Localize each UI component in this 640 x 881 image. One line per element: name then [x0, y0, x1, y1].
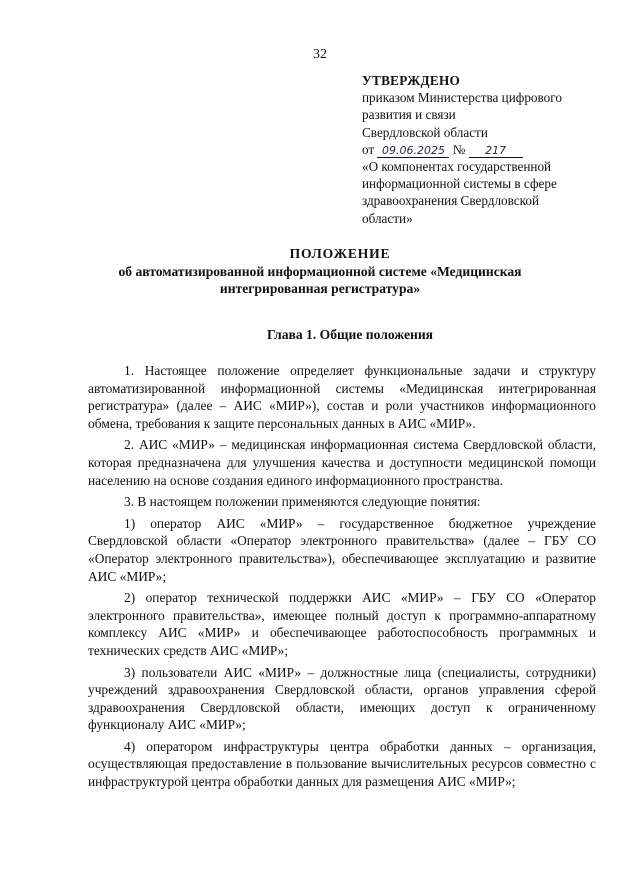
number-prefix: №	[452, 141, 466, 157]
document-title	[0, 245, 640, 298]
definition-4: 4) оператором инфраструктуры центра обработки данных – организация, осуществляющая предоставление в пользование вычислительных ресурсов совместно с инфраструктурой центра обработки данных для размещения АИС «МИР»;	[88, 738, 596, 790]
chapter-title: Глава 1. Общие положения	[266, 327, 434, 342]
handwritten-date: 09.06.2025	[377, 144, 449, 158]
approval-line-3: Свердловской области	[362, 124, 488, 140]
document-title-line-1: ПОЛОЖЕНИЕ	[289, 246, 391, 261]
approval-subject-3: здравоохранения Свердловской	[362, 193, 540, 209]
definition-1: 1) оператор АИС «МИР» – государственное бюджетное учреждение Свердловской области «Оператор электронного правительства» (далее – ГБУ СО «Оператор электронного правительства»), обеспечивающее эксплуатацию и развитие АИС «МИР»;	[88, 515, 596, 584]
approval-heading: УТВЕРЖДЕНО	[362, 73, 461, 88]
paragraph-1: 1. Настоящее положение определяет функциональные задачи и структуру автоматизированной информационной системы «Медицинская интегрированная регистратура» (далее – АИС «МИР»), состав и роли участников информационного обмена, требования к защите персональных данных в АИС «МИР».	[88, 363, 596, 431]
definition-3: 3) пользователи АИС «МИР» – должностные лица (специалисты, сотрудники) учреждений здравоохранения Свердловской области, органов управления сферой здравоохранения Свердловской области, имеющих доступ к ограниченному функционалу АИС «МИР»;	[88, 664, 596, 733]
approval-subject-1: «О компонентах государственной	[362, 159, 552, 175]
approval-block	[362, 72, 602, 227]
document-body	[88, 362, 596, 795]
approval-subject-4: области»	[362, 210, 413, 226]
approval-line-1: приказом Министерства цифрового	[362, 90, 562, 106]
paragraph-2: 2. АИС «МИР» – медицинская информационная система Свердловской области, которая предназначена для улучшения качества и доступности медицинской помощи населению на основе создания единого информационного пространства.	[88, 437, 596, 488]
paragraph-3: 3. В настоящем положении применяются следующие понятия:	[124, 494, 481, 510]
approval-subject-2: информационной системы в сфере	[362, 176, 557, 192]
handwritten-number: 217	[469, 144, 523, 158]
page-number: 32	[313, 47, 327, 62]
definition-2: 2) оператор технической поддержки АИС «МИР» – ГБУ СО «Оператор электронного правительства», имеющее полный доступ к программно-аппаратному комплексу АИС «МИР» и обеспечивающее работоспособность программных и технических средств АИС «МИР»;	[88, 590, 596, 658]
approval-date-line	[362, 141, 602, 158]
document-title-line-3: интегрированная регистратура»	[219, 281, 421, 296]
document-title-line-2: об автоматизированной информационной системе «Медицинская	[118, 263, 522, 279]
approval-line-2: развития и связи	[362, 107, 456, 123]
date-prefix: от	[362, 141, 375, 157]
